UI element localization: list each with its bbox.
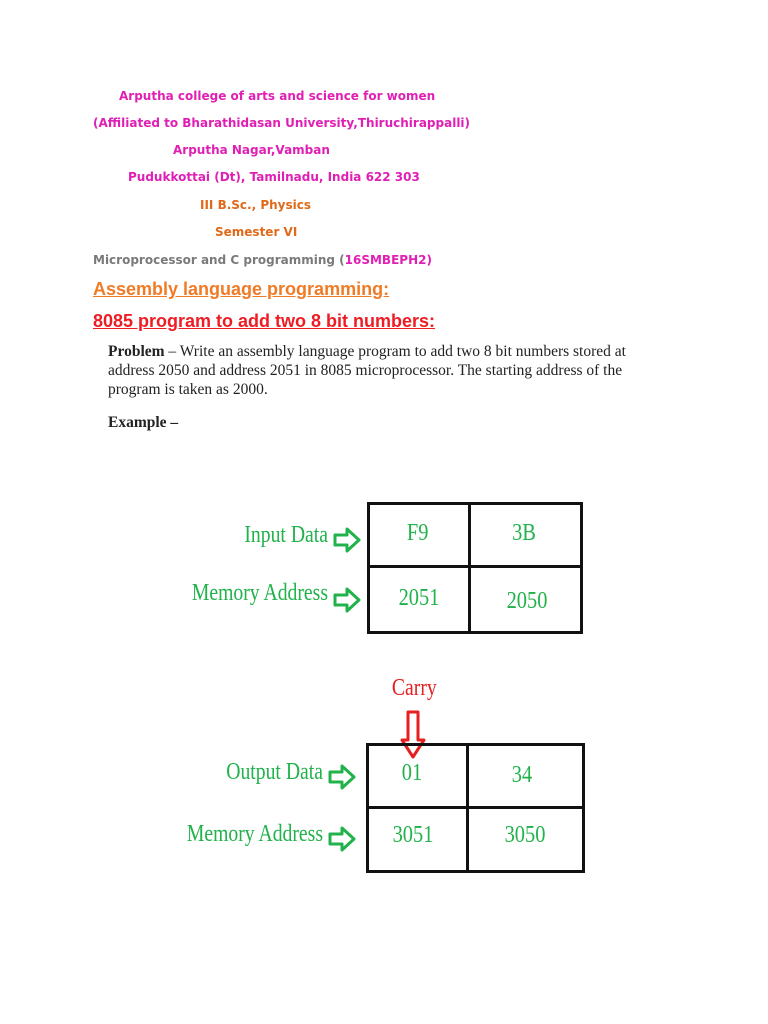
right-arrow-icon [328, 826, 356, 852]
example-label: Example – [108, 414, 179, 431]
input-data-cell: F9 [406, 520, 429, 546]
assembly-heading: Assembly language programming: [93, 279, 390, 299]
program-heading: 8085 program to add two 8 bit numbers: [93, 311, 436, 331]
output-address-label: Memory Address [186, 821, 323, 847]
input-address-cell: 2050 [506, 588, 548, 614]
semester: Semester VI [215, 225, 298, 239]
problem-label: Problem [108, 343, 165, 360]
right-arrow-icon [328, 764, 356, 790]
input-address-label: Memory Address [191, 580, 328, 606]
problem-text: Write an assembly language program to add two 8 bit numbers stored at address 2050 and address 2051 in 8085 microprocessor. The starting address of the program is taken as 2000. [108, 343, 626, 398]
affiliation: (Affiliated to Bharathidasan University,Thiruchirappalli) [93, 116, 471, 130]
output-table-divider [366, 806, 585, 809]
input-data-cell: 3B [512, 520, 536, 546]
class-name: III B.Sc., Physics [200, 198, 311, 212]
output-address-cell: 3051 [392, 822, 434, 848]
input-table [367, 502, 583, 634]
input-table-divider [468, 502, 471, 634]
problem-dash: – [164, 343, 180, 360]
subject-line [93, 253, 432, 267]
address-line-2: Pudukkottai (Dt), Tamilnadu, India 622 303 [128, 170, 420, 184]
paren-open: ( [339, 253, 345, 267]
right-arrow-icon [333, 587, 361, 613]
subject-code: 16SMBEPH2 [344, 253, 427, 267]
output-data-cell: 01 [401, 760, 423, 786]
address-line-1: Arputha Nagar,Vamban [173, 143, 330, 157]
input-data-label: Input Data [244, 522, 328, 548]
output-data-label: Output Data [226, 759, 323, 785]
output-address-cell: 3050 [504, 822, 546, 848]
problem-paragraph [108, 342, 668, 399]
paren-close: ) [426, 253, 432, 267]
right-arrow-icon [333, 527, 361, 553]
input-table-divider [367, 565, 583, 568]
subject-name: Microprocessor and C programming [93, 253, 335, 267]
output-table-divider [466, 743, 469, 873]
college-name: Arputha college of arts and science for women [119, 89, 436, 103]
output-data-cell: 34 [511, 762, 533, 788]
carry-label: Carry [391, 675, 437, 701]
input-address-cell: 2051 [398, 585, 440, 611]
